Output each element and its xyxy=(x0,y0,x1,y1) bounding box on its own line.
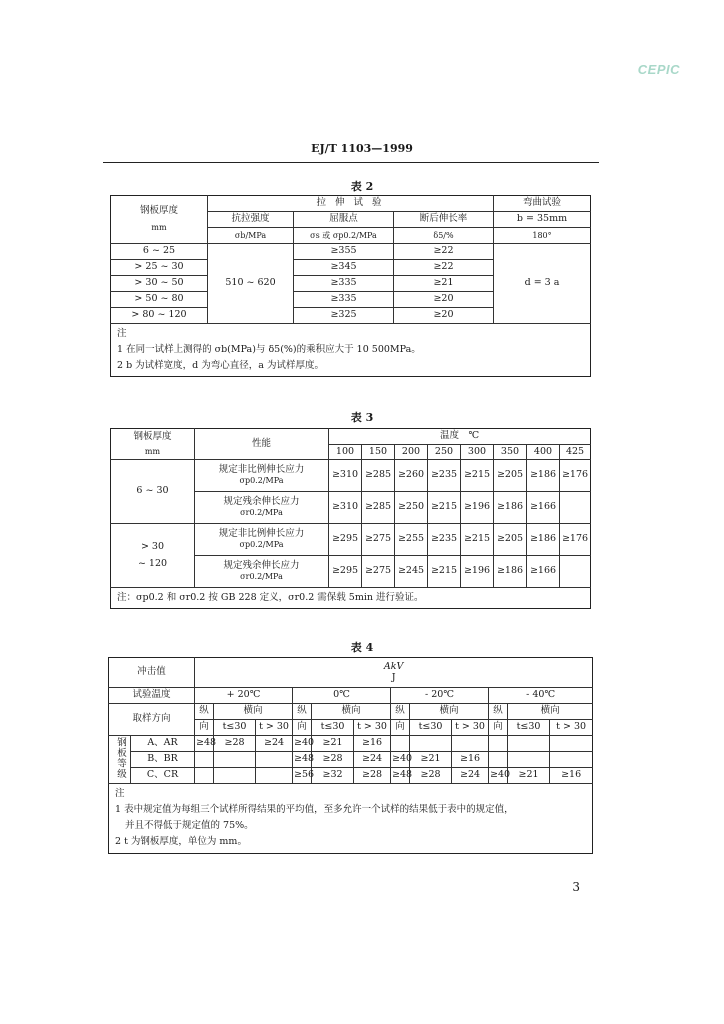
t4-dir-long2: 向 xyxy=(391,720,410,736)
t4-dir-long: 纵 xyxy=(195,704,214,720)
t4-head-impact: 冲击值 xyxy=(109,658,195,688)
t3-cell xyxy=(560,556,591,588)
t4-head-akv xyxy=(195,658,593,688)
t4-cell xyxy=(214,752,256,768)
t3-temp: 100 xyxy=(329,445,362,460)
t3-temp: 425 xyxy=(560,445,591,460)
t4-dir-long2: 向 xyxy=(195,720,214,736)
t3-temp: 350 xyxy=(494,445,527,460)
t3-cell: ≥235 xyxy=(428,524,461,556)
t2-head-tensile: 拉 伸 试 验 xyxy=(208,196,494,212)
t3-cell: ≥275 xyxy=(362,556,395,588)
t3-prop-nonprop-unit: σp0.2/MPa xyxy=(239,476,284,486)
t3-head-temp: 温度 ℃ xyxy=(329,429,591,445)
t2-row-elong: ≥21 xyxy=(394,276,494,292)
t3-cell: ≥245 xyxy=(395,556,428,588)
t2-note-title: 注 xyxy=(117,328,127,339)
t3-prop-nonprop-label: 规定非比例伸长应力 xyxy=(218,528,305,540)
t3-cell: ≥205 xyxy=(494,524,527,556)
t4-t-gt: t > 30 xyxy=(354,720,391,736)
t3-temp: 150 xyxy=(362,445,395,460)
t2-thickness-label: 钢板厚度 xyxy=(139,205,178,217)
t4-cell: ≥24 xyxy=(354,752,391,768)
header-rule xyxy=(103,162,599,163)
t4-grade: A、AR xyxy=(131,736,195,752)
t4-cell xyxy=(508,752,550,768)
t3-cell: ≥260 xyxy=(395,460,428,492)
t4-cell xyxy=(391,736,410,752)
table2 xyxy=(110,195,591,377)
t4-cell xyxy=(195,752,214,768)
t3-cell: ≥186 xyxy=(527,524,560,556)
t4-grade-label-text: 钢板等级 xyxy=(114,736,126,779)
t3-cell: ≥186 xyxy=(494,556,527,588)
t4-cell: ≥28 xyxy=(410,768,452,784)
t4-t-le: t≤30 xyxy=(312,720,354,736)
t4-grade: C、CR xyxy=(131,768,195,784)
t2-head-elongation-unit: δ5/% xyxy=(394,228,494,244)
t4-temp: 0℃ xyxy=(293,688,391,704)
t3-cell: ≥250 xyxy=(395,492,428,524)
t3-cell: ≥196 xyxy=(461,492,494,524)
t3-cell: ≥310 xyxy=(329,492,362,524)
t4-dir-long2: 向 xyxy=(293,720,312,736)
t4-temp: - 20℃ xyxy=(391,688,489,704)
t4-dir-trans: 横向 xyxy=(312,704,391,720)
t2-head-yield: 屈服点 xyxy=(294,212,394,228)
t3-prop-residual xyxy=(195,556,329,588)
t3-group-b-line1: > 30 xyxy=(140,540,165,552)
t4-cell: ≥48 xyxy=(391,768,410,784)
t3-cell: ≥235 xyxy=(428,460,461,492)
t4-cell xyxy=(508,736,550,752)
t2-head-yield-unit: σs 或 σp0.2/MPa xyxy=(294,228,394,244)
t2-row-yield: ≥335 xyxy=(294,292,394,308)
t4-cell: ≥40 xyxy=(391,752,410,768)
t4-cell xyxy=(489,752,508,768)
t3-cell: ≥215 xyxy=(428,556,461,588)
t4-cell: ≥28 xyxy=(354,768,391,784)
t2-row-yield: ≥325 xyxy=(294,308,394,324)
t2-note-1: 1 在同一试样上测得的 σb(MPa)与 δ5(%)的乘积应大于 10 500MPa。 xyxy=(117,344,421,356)
t2-head-bend-b: b = 35mm xyxy=(494,212,591,228)
t3-cell: ≥215 xyxy=(428,492,461,524)
t3-group-b-line2: ~ 120 xyxy=(137,557,168,569)
t3-cell: ≥205 xyxy=(494,460,527,492)
t4-akv-unit: J xyxy=(391,671,396,683)
t3-prop-residual-unit: σr0.2/MPa xyxy=(240,572,283,582)
t4-cell xyxy=(256,768,293,784)
document-code: EJ/T 1103—1999 xyxy=(311,142,413,155)
t4-cell: ≥21 xyxy=(410,752,452,768)
t4-t-gt: t > 30 xyxy=(550,720,593,736)
t4-cell xyxy=(489,736,508,752)
t4-dir-trans: 横向 xyxy=(214,704,293,720)
t2-head-strength-unit: σb/MPa xyxy=(208,228,294,244)
t2-row-thickness: > 80 ~ 120 xyxy=(111,308,208,324)
t3-prop-nonprop xyxy=(195,460,329,492)
t2-head-strength: 抗拉强度 xyxy=(208,212,294,228)
t4-note-2: 2 t 为钢板厚度，单位为 mm。 xyxy=(115,836,247,848)
t3-cell: ≥295 xyxy=(329,556,362,588)
t4-note-1: 1 表中规定值为每组三个试样所得结果的平均值，至多允许一个试样的结果低于表中的规定值， xyxy=(115,804,514,816)
t4-note-title: 注 xyxy=(115,788,125,799)
t2-head-bend-angle: 180° xyxy=(494,228,591,244)
table3 xyxy=(110,428,591,609)
t3-cell: ≥215 xyxy=(461,460,494,492)
t4-temp: + 20℃ xyxy=(195,688,293,704)
t4-dir-long2: 向 xyxy=(489,720,508,736)
t4-grade-label xyxy=(109,736,131,784)
t4-cell: ≥48 xyxy=(195,736,214,752)
t2-row-elong: ≥22 xyxy=(394,260,494,276)
t4-cell: ≥48 xyxy=(293,752,312,768)
page-number: 3 xyxy=(572,880,580,894)
t4-cell: ≥21 xyxy=(508,768,550,784)
t2-head-thickness xyxy=(111,196,208,244)
t3-prop-residual-label: 规定残余伸长应力 xyxy=(223,560,300,572)
table2-caption: 表 2 xyxy=(350,180,374,193)
t3-temp: 250 xyxy=(428,445,461,460)
t4-temp: - 40℃ xyxy=(489,688,593,704)
t4-dir-long: 纵 xyxy=(391,704,410,720)
table4 xyxy=(108,657,593,854)
t3-group-b-thickness xyxy=(111,524,195,588)
t3-group-a-thickness: 6 ~ 30 xyxy=(111,460,195,524)
t3-cell: ≥176 xyxy=(560,524,591,556)
t3-temp: 200 xyxy=(395,445,428,460)
t2-row-yield: ≥345 xyxy=(294,260,394,276)
t3-cell: ≥186 xyxy=(527,460,560,492)
t2-head-elongation: 断后伸长率 xyxy=(394,212,494,228)
t4-cell: ≥28 xyxy=(312,752,354,768)
t2-note-2: 2 b 为试样宽度，d 为弯心直径，a 为试样厚度。 xyxy=(117,360,324,372)
t4-head-test-temp: 试验温度 xyxy=(109,688,195,704)
t4-dir-trans: 横向 xyxy=(508,704,593,720)
t3-prop-nonprop-label: 规定非比例伸长应力 xyxy=(218,464,305,476)
t2-head-bend: 弯曲试验 xyxy=(494,196,591,212)
t2-row-thickness: > 30 ~ 50 xyxy=(111,276,208,292)
t4-t-le: t≤30 xyxy=(410,720,452,736)
t3-thickness-unit: mm xyxy=(144,446,161,456)
t4-cell: ≥16 xyxy=(452,752,489,768)
t4-cell xyxy=(214,768,256,784)
t3-cell: ≥186 xyxy=(494,492,527,524)
t3-cell: ≥215 xyxy=(461,524,494,556)
t4-note-1b: 并且不得低于规定值的 75%。 xyxy=(125,820,254,832)
t3-cell: ≥285 xyxy=(362,460,395,492)
t4-cell: ≥40 xyxy=(293,736,312,752)
t3-temp: 300 xyxy=(461,445,494,460)
t3-prop-nonprop-unit: σp0.2/MPa xyxy=(239,540,284,550)
t4-t-gt: t > 30 xyxy=(256,720,293,736)
t2-row-yield: ≥355 xyxy=(294,244,394,260)
t4-t-le: t≤30 xyxy=(214,720,256,736)
t2-strength-value: 510 ~ 620 xyxy=(208,244,294,324)
t2-notes xyxy=(111,324,591,377)
t4-cell xyxy=(410,736,452,752)
t4-t-gt: t > 30 xyxy=(452,720,489,736)
t4-cell xyxy=(550,752,593,768)
t4-dir-trans: 横向 xyxy=(410,704,489,720)
t2-row-thickness: > 25 ~ 30 xyxy=(111,260,208,276)
t4-cell: ≥40 xyxy=(489,768,508,784)
t4-cell: ≥28 xyxy=(214,736,256,752)
t2-row-elong: ≥22 xyxy=(394,244,494,260)
t2-row-thickness: 6 ~ 25 xyxy=(111,244,208,260)
table3-caption: 表 3 xyxy=(350,411,374,424)
t4-notes xyxy=(109,784,593,854)
t4-cell: ≥21 xyxy=(312,736,354,752)
t2-row-elong: ≥20 xyxy=(394,308,494,324)
t4-cell xyxy=(550,736,593,752)
t4-cell: ≥56 xyxy=(293,768,312,784)
t3-cell: ≥196 xyxy=(461,556,494,588)
t3-prop-residual xyxy=(195,492,329,524)
t3-cell: ≥176 xyxy=(560,460,591,492)
t4-dir-long: 纵 xyxy=(489,704,508,720)
t3-prop-residual-unit: σr0.2/MPa xyxy=(240,508,283,518)
t4-cell xyxy=(195,768,214,784)
t4-t-le: t≤30 xyxy=(508,720,550,736)
t3-head-thickness xyxy=(111,429,195,460)
t3-cell: ≥166 xyxy=(527,492,560,524)
t3-cell: ≥275 xyxy=(362,524,395,556)
t4-head-direction: 取样方向 xyxy=(109,704,195,736)
t2-row-yield: ≥335 xyxy=(294,276,394,292)
t4-cell: ≥16 xyxy=(550,768,593,784)
t4-akv-label: AkV xyxy=(383,660,404,672)
t3-note: 注：σp0.2 和 σr0.2 按 GB 228 定义，σr0.2 需保载 5min 进行验证。 xyxy=(111,588,591,609)
t4-cell xyxy=(256,752,293,768)
t3-prop-nonprop xyxy=(195,524,329,556)
t3-cell: ≥295 xyxy=(329,524,362,556)
t3-cell: ≥166 xyxy=(527,556,560,588)
t2-row-elong: ≥20 xyxy=(394,292,494,308)
t3-temp: 400 xyxy=(527,445,560,460)
t3-cell: ≥310 xyxy=(329,460,362,492)
t4-cell: ≥24 xyxy=(452,768,489,784)
t4-cell xyxy=(452,736,489,752)
t3-cell: ≥255 xyxy=(395,524,428,556)
t2-bend-value: d = 3 a xyxy=(494,244,591,324)
t3-cell xyxy=(560,492,591,524)
t3-prop-residual-label: 规定残余伸长应力 xyxy=(223,496,300,508)
t4-dir-long: 纵 xyxy=(293,704,312,720)
t3-head-property: 性能 xyxy=(195,429,329,460)
table4-caption: 表 4 xyxy=(350,641,374,654)
t4-grade: B、BR xyxy=(131,752,195,768)
t2-thickness-unit: mm xyxy=(151,223,167,233)
t2-row-thickness: > 50 ~ 80 xyxy=(111,292,208,308)
t3-cell: ≥285 xyxy=(362,492,395,524)
t4-cell: ≥32 xyxy=(312,768,354,784)
t4-cell: ≥16 xyxy=(354,736,391,752)
watermark-logo: CEPIC xyxy=(637,62,680,77)
t3-thickness-label: 钢板厚度 xyxy=(133,430,172,442)
t4-cell: ≥24 xyxy=(256,736,293,752)
